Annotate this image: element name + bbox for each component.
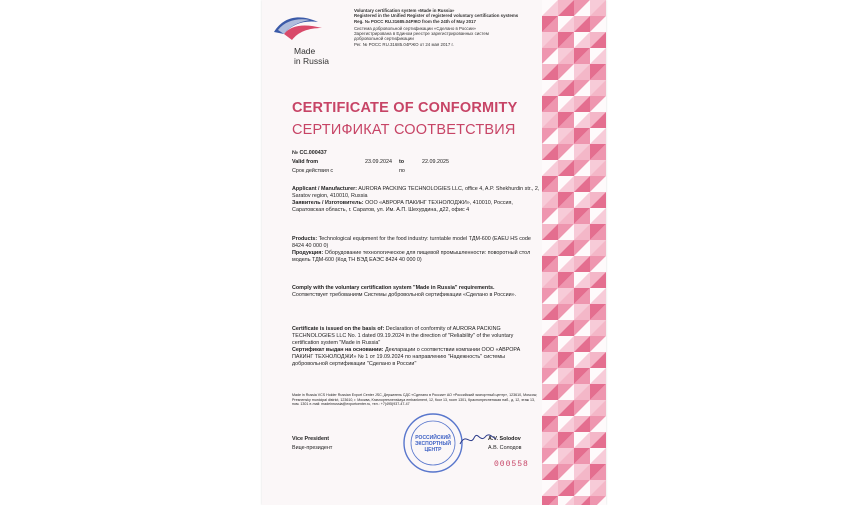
applicant-section: Applicant / Manufacturer: AURORA PACKING TECHNOLOGIES LLC, office 4, A.P. Shekhurdin str., 2, Saratov region, 410010, Russia Заявитель / Изготовитель: ООО «АВРОРА ПАКИНГ ТЕХНОЛОДЖИ», 410010, Россия, Саратовская область, г. Саратов, ул. Им. А.П. Шехурдина, д22, офис 4 <box>292 186 540 213</box>
signatory-name-en: A.V. Solodov <box>488 436 521 442</box>
official-stamp <box>402 412 464 474</box>
signatory-title-ru: Вице-президент <box>292 445 333 451</box>
title-english: CERTIFICATE OF CONFORMITY <box>292 100 518 116</box>
basis-section: Certificate is issued on the basis of: Declaration of conformity of AURORA PACKING TECHNOLOGIES LLC No. 1 dated 09.19.2024 in the direction of "Reliability" of the voluntary certification system "Made in Russia" Сертификат выдан на основании: Декларации о соответствии компании ООО «АВРОРА ПАКИНГ ТЕХНОЛОДЖИ» № 1 от 19.09.2024 по направлению "Надежность" системы добровольной сертификации "Сделано в России" <box>292 326 521 367</box>
serial-number: 000558 <box>494 460 529 469</box>
title-russian: СЕРТИФИКАТ СООТВЕТСТВИЯ <box>292 122 516 138</box>
certificate-page: Made in Russia Voluntary certification system «Made in Russia» Registered in the Unified Register of registered voluntary certification systems Reg. № РОСС RU.31685.04РЖО from the 24th of May 2017 Система добровольной сертификации «Сделано в России» Зарегистрирована в Едином реестре зарегистрированных систем добровольной сертификации Рег. № РОСС RU.31685.04РЖО от 24 мая 2017 г. CERTIFICATE OF CONFORMITY СЕРТИФИКАТ СООТВЕТСТВИЯ № CC.000437 Valid from 23.09.2024 to 22.09.2025 Срок действия с по Applicant / Manufacturer: AURORA PACKING TECHNOLOGIES LLC, office 4, A.P. Shekhurdin str., 2, Saratov region, 410010, Russia Заявитель / Изготовитель: ООО «АВРОРА ПАКИНГ ТЕХНОЛОДЖИ», 410010, Россия, Саратовская область, г. Саратов, ул. Им. А.П. Шехурдина, д22, офис 4 Products: Technological equipment for the food industry: turntable model ТДМ-600 (EAEU HS code 8424 40 000 0) Продукция: Оборудование технологическое для пищевой промышленности: поворотный стол модель ТДМ-600 (Код ТН ВЭД ЕАЭС 8424 40 000 0) Comply with the voluntary certification system "Made in Russia" requirements. Соответствует требованиям Системы добровольной сертификации «Сделано в России». Certificate is issued on the basis of: Declaration of conformity of AURORA PACKING TECHNOLOGIES LLC No. 1 dated 09.19.2024 in the direction of "Reliability" of the voluntary certification system "Made in Russia" Сертификат выдан на основании: Декларации о соответствии компании ООО «АВРОРА ПАКИНГ ТЕХНОЛОДЖИ» № 1 от 19.09.2024 по направлению "Надежность" системы добровольной сертификации "Сделано в России" Made in Russia VCS Holder Russian Export Center JSC, Держатель СДС «Сделано в России» АО «Российский экспортный центр», 123610, Moscow, Presnensky municipal district, 123610, г. Москва, Krasnopresnenskaya embankment, 12, floor 13, room 1301, Краснопресненская наб., д. 12, этаж 13, пом. 1301 e-mail: madeinrussia@exportcenter.ru, тел.: +7(495)937-47-47 Vice President Вице-президент A.V. Solodov А.В. Солодов РОССИЙСКИЙ ЭКСПОРТНЫЙ ЦЕНТР 000558 <box>262 0 606 505</box>
signatory-name-ru: А.В. Солодов <box>488 445 522 451</box>
signature <box>458 430 498 448</box>
signatory-title-en: Vice President <box>292 436 330 442</box>
svg-text:ЭКСПОРТНЫЙ: ЭКСПОРТНЫЙ <box>414 441 452 447</box>
svg-text:РОССИЙСКИЙ: РОССИЙСКИЙ <box>415 435 451 441</box>
compliance-statement: Comply with the voluntary certification system "Made in Russia" requirements. Соответствует требованиям Системы добровольной сертификации «Сделано в России». <box>292 285 517 298</box>
registration-info: Voluntary certification system «Made in Russia» Registered in the Unified Register of registered voluntary certification systems Reg. № РОСС RU.31685.04РЖО from the 24th of May 2017 Система добровольной сертификации «Сделано в России» Зарегистрирована в Едином реестре зарегистрированных систем добровольной сертификации Рег. № РОСС RU.31685.04РЖО от 24 мая 2017 г. <box>354 8 519 47</box>
issuer-footer: Made in Russia VCS Holder Russian Export Center JSC, Держатель СДС «Сделано в России» АО «Российский экспортный центр», 123610, Moscow, Presnensky municipal district, 123610, г. Москва, Krasnopresnenskaya embankment, 12, floor 13, room 1301, Краснопресненская наб., д. 12, этаж 13, пом. 1301 e-mail: madeinrussia@exportcenter.ru, тел.: +7(495)937-47-47 <box>292 393 538 407</box>
svg-text:ЦЕНТР: ЦЕНТР <box>424 447 442 453</box>
products-section: Products: Technological equipment for the food industry: turntable model ТДМ-600 (EAEU HS code 8424 40 000 0) Продукция: Оборудование технологическое для пищевой промышленности: поворотный стол модель ТДМ-600 (Код ТН ВЭД ЕАЭС 8424 40 000 0) <box>292 236 531 263</box>
decorative-pattern <box>542 0 606 505</box>
certificate-number: № CC.000437 <box>292 150 327 156</box>
logo-text: Made in Russia <box>294 46 329 66</box>
made-in-russia-logo <box>270 12 330 46</box>
